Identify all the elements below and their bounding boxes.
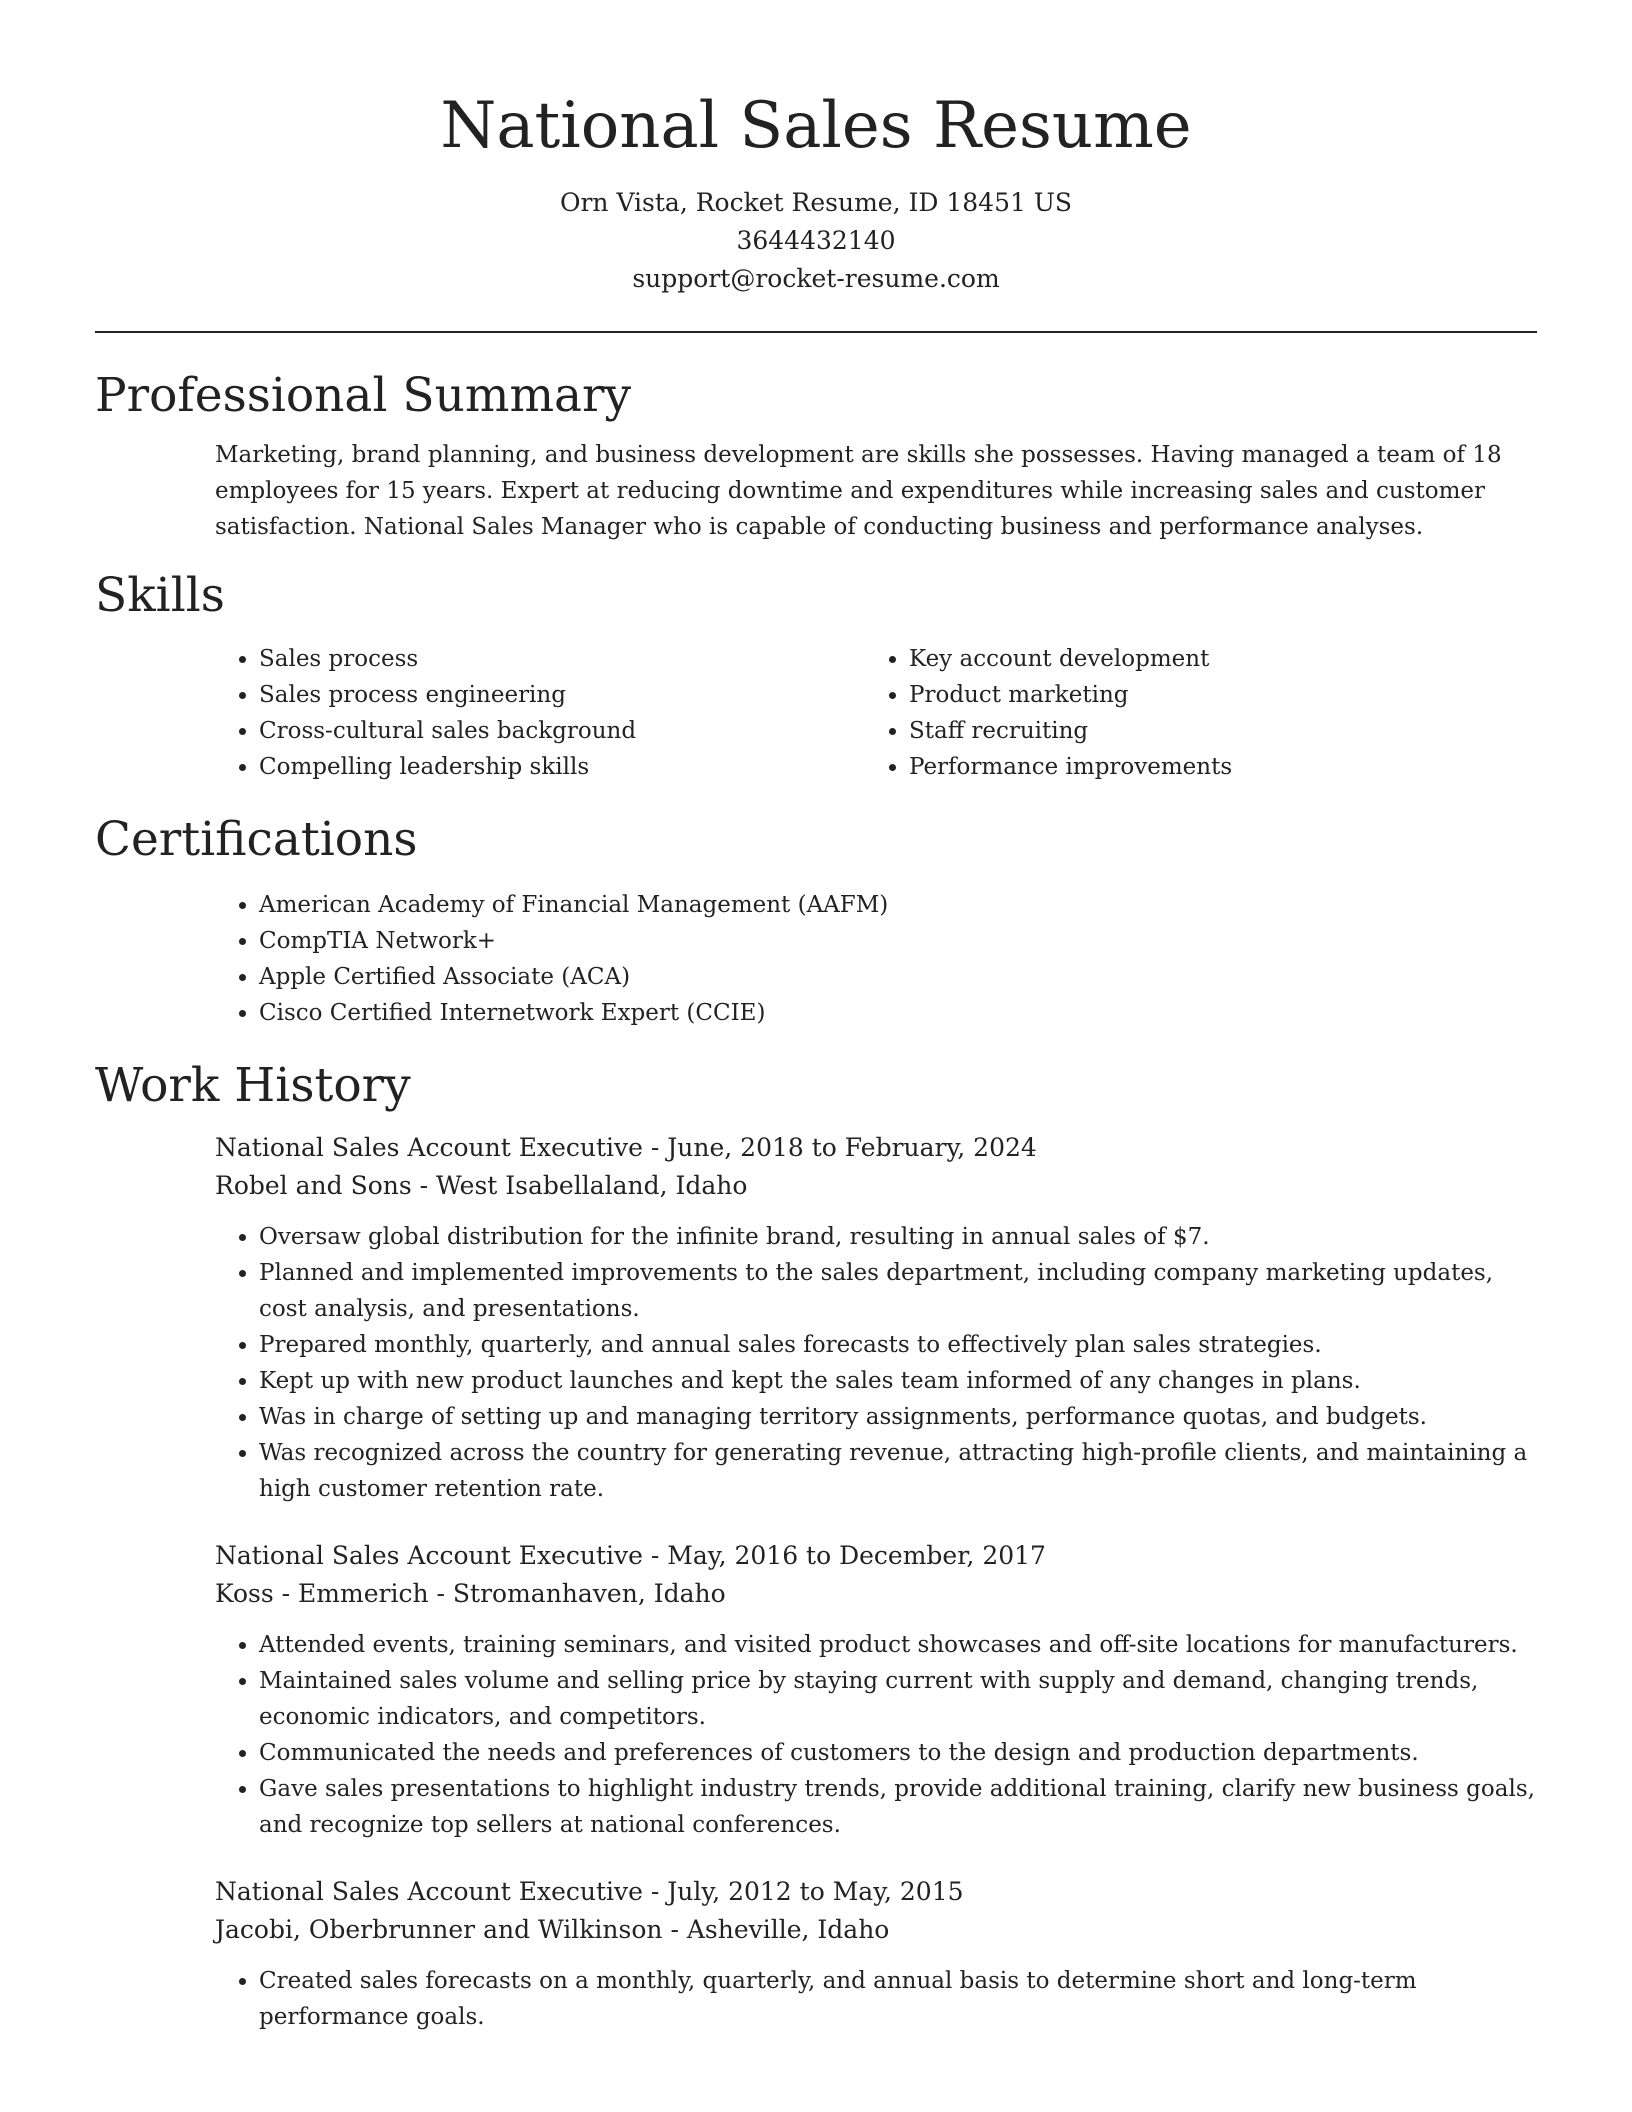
job-role-line: National Sales Account Executive - July, 2012 to May, 2015 [215,1877,964,1906]
skill-item: • Sales process [259,641,865,677]
certification-item: • Cisco Certified Internetwork Expert (CCIE) [259,995,1537,1031]
certifications-list [215,887,1537,1031]
job-role-line: National Sales Account Executive - May, 2016 to December, 2017 [215,1541,1046,1570]
skills-column-left [215,641,865,785]
job-bullets-wrap [215,1963,1537,2035]
job-bullet: • Kept up with new product launches and kept the sales team informed of any changes in plans. [259,1363,1537,1399]
job-bullet: • Planned and implemented improvements to the sales department, including company marketing updates, cost analysis, and presentations. [259,1255,1537,1327]
job-bullet: • Communicated the needs and preferences of customers to the design and production departments. [259,1735,1537,1771]
skill-item: • Performance improvements [909,749,1515,785]
skill-item: • Staff recruiting [909,713,1515,749]
job-bullet: • Maintained sales volume and selling price by staying current with supply and demand, changing trends, economic indicators, and competitors. [259,1663,1537,1735]
contact-email: support@rocket-resume.com [632,264,1000,293]
skill-item: • Product marketing [909,677,1515,713]
certification-item: • CompTIA Network+ [259,923,1537,959]
resume-header [95,0,1537,298]
job-bullets [215,1219,1537,1507]
resume-title: National Sales Resume [440,89,1192,163]
skill-item: • Key account development [909,641,1515,677]
job-bullet: • Prepared monthly, quarterly, and annual sales forecasts to effectively plan sales strategies. [259,1327,1537,1363]
skills-column-right [865,641,1515,785]
job-entry [215,1537,1537,1843]
skill-item: • Compelling leadership skills [259,749,865,785]
job-company-line: Robel and Sons - West Isabellaland, Idaho [215,1171,748,1200]
contact-block [95,184,1537,298]
work-history-section [95,1055,1537,2035]
job-bullets-wrap [215,1627,1537,1843]
certifications-heading: Certifications [95,812,418,867]
skill-item: • Cross-cultural sales background [259,713,865,749]
job-company-line: Jacobi, Oberbrunner and Wilkinson - Asheville, Idaho [215,1915,890,1944]
skill-item: • Sales process engineering [259,677,865,713]
certifications-list-wrap [215,887,1537,1031]
certification-item: • American Academy of Financial Management (AAFM) [259,887,1537,923]
job-entry [215,1129,1537,1507]
summary-section [95,365,1537,545]
summary-text: Marketing, brand planning, and business development are skills she possesses. Having managed a team of 18 employees for 15 years. Expert at reducing downtime and expenditures while increasing sales and customer satisfaction. National Sales Manager who is capable of conducting business and performance analyses. [215,442,1502,540]
skills-section [95,565,1537,785]
summary-heading: Professional Summary [95,368,632,423]
contact-address: Orn Vista, Rocket Resume, ID 18451 US [559,188,1073,217]
certification-item: • Apple Certified Associate (ACA) [259,959,1537,995]
job-entry [215,1873,1537,2035]
certifications-section [95,809,1537,1031]
job-bullet: • Was recognized across the country for generating revenue, attracting high-profile clients, and maintaining a high customer retention rate. [259,1435,1537,1507]
job-company-line: Koss - Emmerich - Stromanhaven, Idaho [215,1579,726,1608]
job-bullet: • Was in charge of setting up and managing territory assignments, performance quotas, and budgets. [259,1399,1537,1435]
header-divider [95,331,1537,333]
job-role-line: National Sales Account Executive - June, 2018 to February, 2024 [215,1133,1037,1162]
contact-phone: 3644432140 [736,226,896,255]
job-bullet: • Attended events, training seminars, and visited product showcases and off-site locations for manufacturers. [259,1627,1537,1663]
job-bullets [215,1627,1537,1843]
skills-grid [215,641,1537,785]
job-bullets [215,1963,1537,2035]
skills-heading: Skills [95,568,225,623]
job-bullet: • Oversaw global distribution for the infinite brand, resulting in annual sales of $7. [259,1219,1537,1255]
job-bullet: • Created sales forecasts on a monthly, quarterly, and annual basis to determine short and long-term performance goals. [259,1963,1537,2035]
work-history-heading: Work History [95,1058,411,1113]
skills-list-right [865,641,1515,785]
skills-list-left [215,641,865,785]
job-bullets-wrap [215,1219,1537,1507]
job-bullet: • Gave sales presentations to highlight industry trends, provide additional training, clarify new business goals, and recognize top sellers at national conferences. [259,1771,1537,1843]
